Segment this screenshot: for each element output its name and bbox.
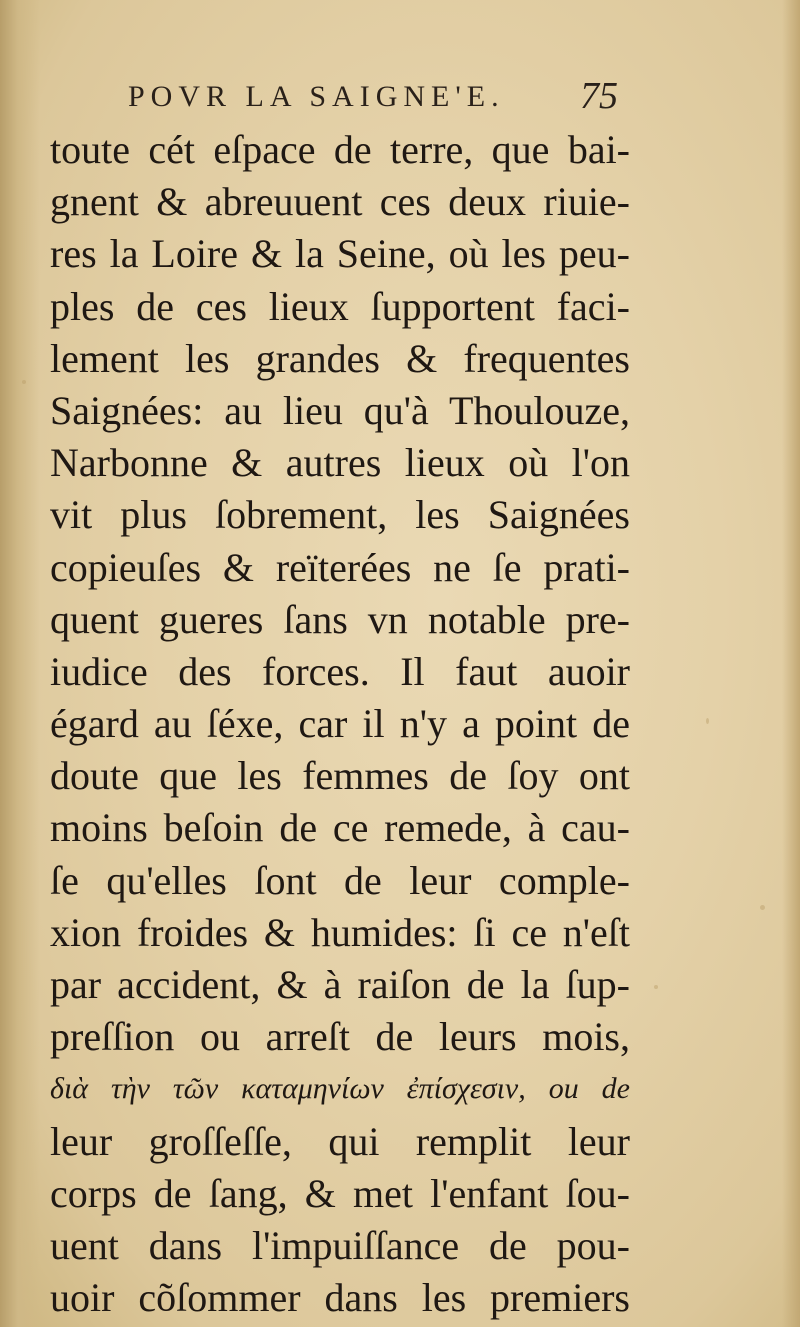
foxing-spot (654, 985, 658, 989)
greek-text-line: διὰ τὴν τῶν καταμηνίων ἐπίσχεσιν, ou de (50, 1072, 630, 1106)
page-number: 75 (580, 75, 618, 117)
text-line: ples de ces lieux ſupportent faci- (50, 283, 630, 329)
text-line: quent gueres ſans vn notable pre- (50, 596, 630, 642)
text-line: lement les grandes & frequentes (50, 335, 630, 381)
text-line: copieuſes & reïterées ne ſe prati- (50, 544, 630, 590)
foxing-spot (706, 718, 709, 724)
text-line: uent dans l'impuiſſance de pou- (50, 1222, 630, 1268)
text-line: xion froides & humides: ſi ce n'eſt (50, 909, 630, 955)
text-line: égard au ſéxe, car il n'y a point de (50, 701, 630, 747)
text-line: par accident, & à raiſon de la ſup- (50, 962, 630, 1007)
text-line: preſſion ou arreſt de leurs mois, (50, 1014, 630, 1060)
body-text (50, 124, 630, 1324)
page-edge-shadow (782, 0, 800, 1327)
text-line: ſe qu'elles ſont de leur comple- (50, 857, 630, 903)
text-line: moins beſoin de ce remede, à cau- (50, 805, 630, 851)
text-line: leur groſſeſſe, qui remplit leur (50, 1118, 630, 1164)
text-line: Narbonne & autres lieux où l'on (50, 440, 630, 486)
text-line: corps de ſang, & met l'enfant ſou- (50, 1170, 630, 1216)
page-gutter-shadow (0, 0, 40, 1327)
text-line: iudice des forces. Il faut auoir (50, 648, 630, 694)
text-line: doute que les femmes de ſoy ont (50, 753, 630, 799)
foxing-spot (760, 905, 765, 910)
text-line: Saignées: au lieu qu'à Thoulouze, (50, 387, 630, 433)
text-line: toute cét eſpace de terre, que bai- (50, 127, 630, 172)
text-line: gnent & abreuuent ces deux riuie- (50, 179, 630, 225)
text-line: uoir cõſommer dans les premiers (50, 1275, 630, 1321)
running-title: POVR LA SAIGNE'E. (128, 80, 505, 113)
text-line: vit plus ſobrement, les Saignées (50, 492, 630, 538)
foxing-spot (22, 380, 26, 384)
page-header (128, 72, 618, 120)
text-line: res la Loire & la Seine, où les peu- (50, 231, 630, 277)
